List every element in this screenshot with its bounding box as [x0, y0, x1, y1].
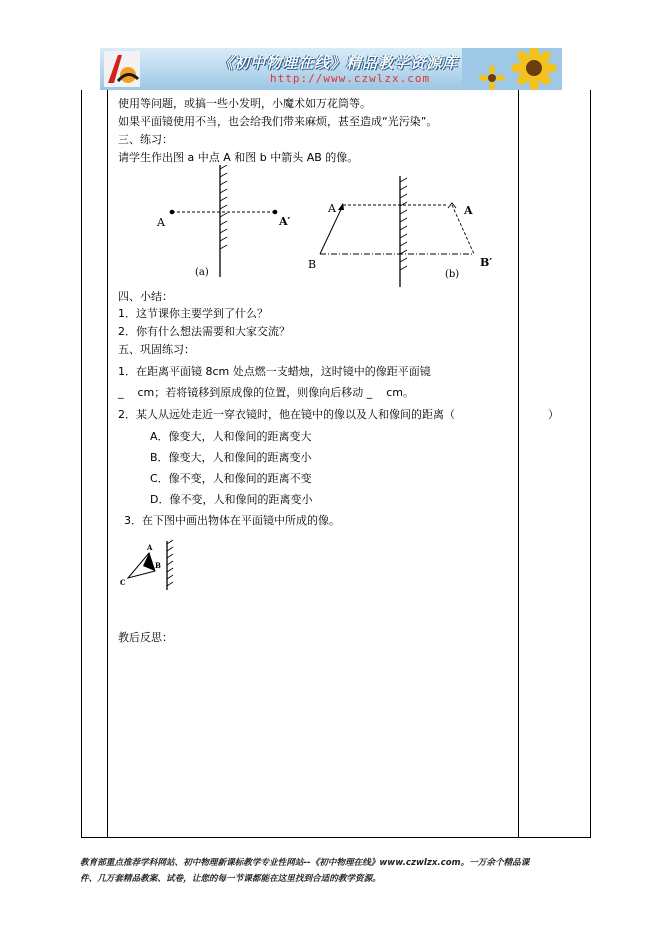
figure-a-caption: (a)	[195, 267, 209, 278]
table-border-bottom	[81, 837, 591, 838]
figure-a-mirror-point	[150, 165, 300, 280]
exercise-q2-option-b: B．像变大，人和像间的距离变小	[150, 451, 312, 464]
figure-b-caption: (b)	[445, 269, 460, 280]
text-line-1: 使用等问题，或搞一些小发明，小魔术如万花筒等。	[118, 97, 371, 110]
banner-url[interactable]: http://www.czwlzx.com	[270, 72, 431, 85]
exercise-q2-option-c: C．像不变，人和像间的距离不变	[150, 472, 312, 485]
table-border-right	[590, 90, 591, 838]
banner-title: 《初中物理在线》精品教学资源库	[218, 54, 459, 72]
consolidation-heading: 五、巩固练习：	[118, 343, 195, 356]
exercise-q3: 3．在下图中画出物体在平面镜中所成的像。	[124, 514, 340, 527]
footer-line-1: 教育部重点推荐学科网站、初中物理新课标教学专业性网站--《初中物理在线》www.czwlzx.com。一万余个精品课	[80, 858, 530, 868]
teaching-reflection-label: 教后反思：	[118, 631, 173, 644]
summary-heading: 四、小结：	[118, 290, 173, 303]
figure-a-label-A-prime: A′	[279, 215, 291, 228]
site-logo-icon	[104, 51, 140, 87]
figure-3-triangle-mirror	[115, 538, 185, 598]
exercise-q2-option-a: A．像变大，人和像间的距离变大	[150, 430, 312, 443]
text-line-2: 如果平面镜使用不当，也会给我们带来麻烦，甚至造成“光污染”。	[118, 115, 438, 128]
header-banner	[100, 48, 562, 90]
figure-b-label-B: B	[308, 258, 317, 271]
table-border-inner-left	[107, 90, 108, 838]
table-border-left	[81, 90, 82, 838]
footer-line-2: 件、几万套精品教案、试卷，让您的每一节课都能在这里找到合适的教学资源。	[80, 874, 381, 884]
exercise-q2-paren-close: ）	[548, 408, 559, 421]
exercise-q1-line2: _ cm；若将镜移到原成像的位置，则像向后移动 _ cm。	[118, 386, 414, 399]
figure-b-label-A: A	[328, 202, 336, 215]
sunflower-decoration-icon	[462, 48, 562, 90]
summary-question-2: 2．你有什么想法需要和大家交流？	[118, 325, 290, 338]
table-border-inner-right	[518, 90, 519, 838]
summary-question-1: 1．这节课你主要学到了什么？	[118, 307, 268, 320]
page-footer	[80, 855, 600, 887]
exercise-q2-option-d: D．像不变，人和像间的距离变小	[150, 493, 313, 506]
figure-b-label-B-prime: B′	[480, 256, 493, 269]
figure-b-label-A-image: A	[464, 204, 473, 217]
section-exercise-heading: 三、练习：	[118, 133, 173, 146]
exercise-q1-line1: 1．在距离平面镜 8cm 处点燃一支蜡烛，这时镜中的像距平面镜	[118, 365, 431, 378]
figure-b-mirror-arrow	[300, 172, 505, 287]
figure-3-label-A: A	[147, 543, 153, 552]
figure-3-label-B: B	[155, 561, 161, 570]
figure-a-label-A: A	[157, 216, 165, 229]
figure-3-label-C: C	[120, 578, 126, 587]
exercise-instruction: 请学生作出图 a 中点 A 和图 b 中箭头 AB 的像。	[118, 151, 359, 164]
exercise-q2: 2．某人从远处走近一穿衣镜时，他在镜中的像以及人和像间的距离（	[118, 408, 455, 421]
